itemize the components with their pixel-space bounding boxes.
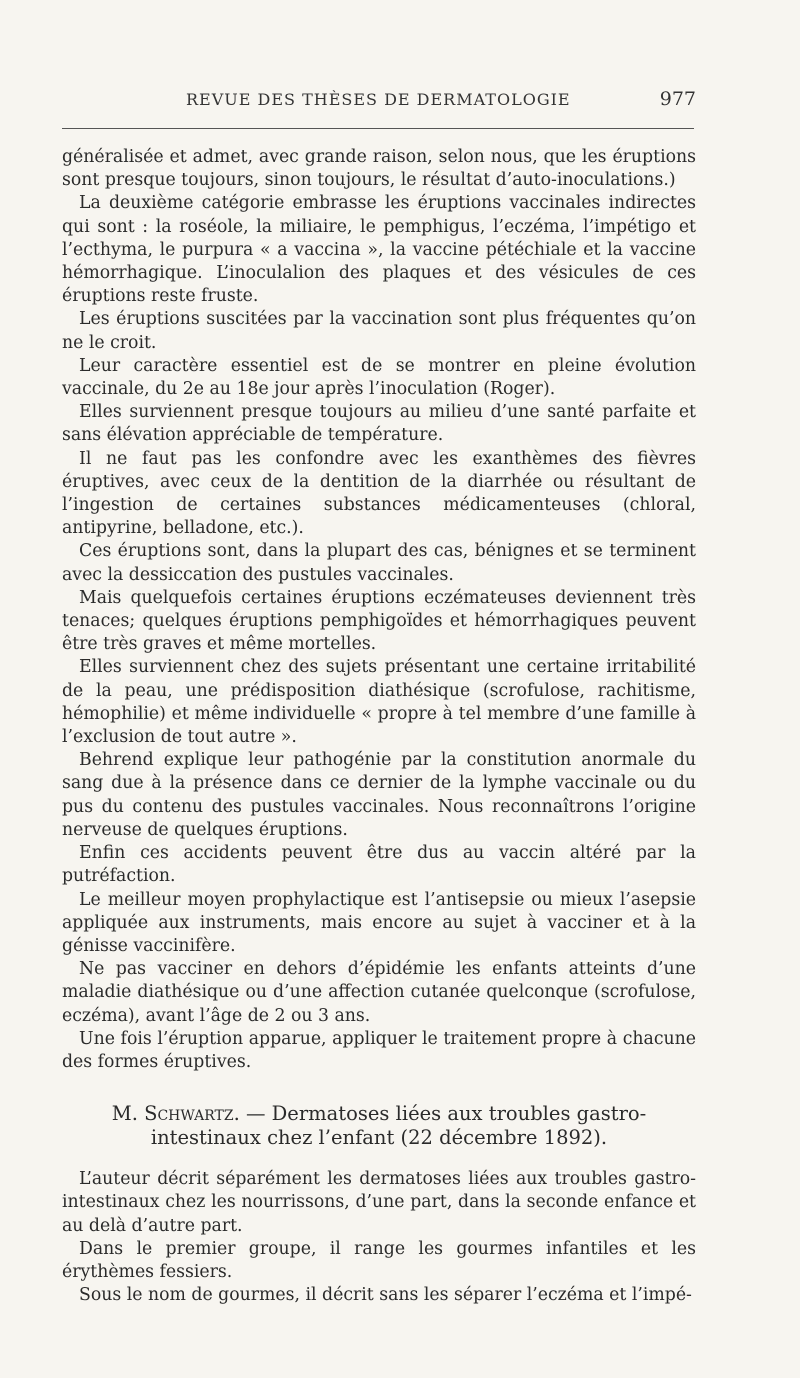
paragraph: Leur caractère essentiel est de se montrer en pleine évolution vaccinale, du 2e au 18e jour après l’inoculation (Roger).: [62, 355, 696, 400]
paragraph: Une fois l’éruption apparue, appliquer le traitement propre à chacune des formes éruptives.: [62, 1028, 696, 1072]
paragraph: Dans le premier groupe, il range les gourmes infantiles et les érythèmes fessiers.: [62, 1238, 696, 1282]
paragraph: Le meilleur moyen prophylactique est l’antisepsie ou mieux l’asepsie appliquée aux instruments, mais encore au sujet à vacciner et à la génisse vaccinifère.: [62, 889, 696, 956]
author-name: Schwartz: [144, 1102, 234, 1126]
paragraph: Il ne faut pas les confondre avec les exanthèmes des fièvres éruptives, avec ceux de la dentition de la diarrhée ou résultant de l’ingestion de certaines substances médicamenteuses (chloral, antipyrine, belladone, etc.).: [62, 448, 696, 539]
paragraph: Enfin ces accidents peuvent être dus au vaccin altéré par la putréfaction.: [62, 843, 696, 887]
paragraph: Les éruptions suscitées par la vaccination sont plus fréquentes qu’on ne le croit.: [62, 309, 696, 353]
running-head: [62, 88, 696, 114]
section-heading: [62, 1102, 696, 1150]
paragraphs-after: [62, 1168, 696, 1307]
paragraph: Mais quelquefois certaines éruptions eczémateuses deviennent très tenaces; quelques éruptions pemphigoïdes et hémorrhagiques peuvent être très graves et même mortelles.: [62, 587, 696, 655]
header-rule: [62, 128, 694, 129]
running-title: REVUE DES THÈSES DE DERMATOLOGIE: [186, 90, 571, 109]
paragraph: L’auteur décrit séparément les dermatoses liées aux troubles gastro-intestinaux chez les nourrissons, d’une part, dans la seconde enfance et au delà d’autre part.: [62, 1169, 696, 1236]
paragraph: Sous le nom de gourmes, il décrit sans les séparer l’eczéma et l’impé-: [79, 1285, 692, 1306]
paragraph: Elles surviennent presque toujours au milieu d’une santé parfaite et sans élévation appréciable de température.: [62, 402, 696, 446]
paragraph: La deuxième catégorie embrasse les éruptions vaccinales indirectes qui sont : la roséole, la miliaire, le pemphigus, l’eczéma, l’impétigo et l’ecthyma, le purpura « a vaccina », la vaccine pétéchiale et la vaccine hémorrhagique. L’inoculalion des plaques et des vésicules de ces éruptions reste fruste.: [62, 193, 696, 307]
paragraph: généralisée et admet, avec grande raison, selon nous, que les éruptions sont presque toujours, sinon toujours, le résultat d’auto-inoculations.): [62, 147, 696, 191]
paragraph: Elles surviennent chez des sujets présentant une certaine irritabilité de la peau, une prédisposition diathésique (scrofulose, rachitisme, hémophilie) et même individuelle « propre à tel membre d’une famille à l’exclusion de tout autre ».: [62, 657, 696, 748]
paragraph: Ces éruptions sont, dans la plupart des cas, bénignes et se terminent avec la dessiccation des pustules vaccinales.: [62, 541, 696, 585]
page-number: 977: [659, 88, 696, 110]
body-text: [62, 146, 696, 1307]
paragraphs-before: [62, 146, 696, 1074]
paragraph: Ne pas vacciner en dehors d’épidémie les enfants atteints d’une maladie diathésique ou d’une affection cutanée quelconque (scrofulose, eczéma), avant l’âge de 2 ou 3 ans.: [62, 959, 696, 1026]
author-initial: M.: [111, 1102, 145, 1126]
paragraph: Behrend explique leur pathogénie par la constitution anormale du sang due à la présence dans ce dernier de la lymphe vaccinale ou du pus du contenu des pustules vaccinales. Nous reconnaîtrons l’origine nerveuse de quelques éruptions.: [62, 750, 696, 840]
section-title: . — Dermatoses liées aux troubles gastro-intestinaux chez l’enfant (22 décembre 1892).: [150, 1102, 647, 1150]
